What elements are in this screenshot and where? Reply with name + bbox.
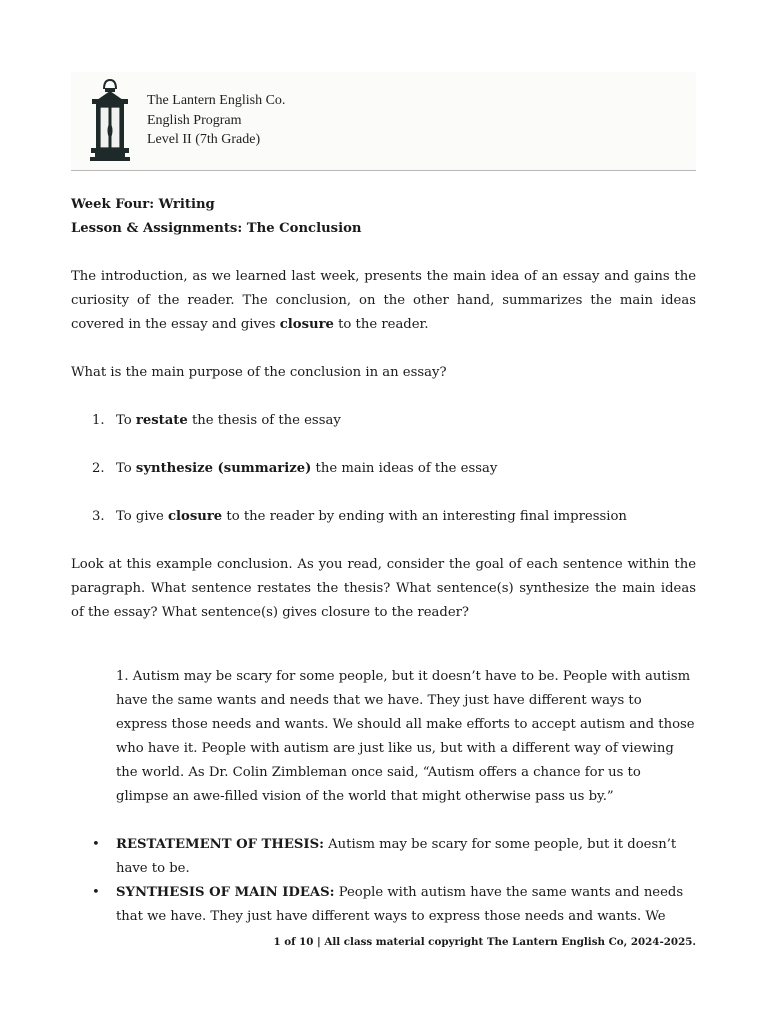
- intro-bold-term: closure: [279, 317, 334, 332]
- list-item: [71, 505, 696, 529]
- list-text: the thesis of the essay: [187, 413, 341, 428]
- document-body: [71, 193, 696, 929]
- list-item: [71, 881, 696, 929]
- list-number: 3.: [92, 509, 105, 524]
- bullet: •: [92, 837, 100, 852]
- letterhead: [71, 72, 696, 171]
- list-item: [71, 457, 696, 481]
- intro-paragraph: [71, 265, 696, 337]
- analysis-text: People with autism have the same wants and needs that we have. They just have different ways to express those needs and wants. We: [116, 885, 684, 924]
- list-bold-term: synthesize (summarize): [135, 461, 312, 476]
- program-name: English Program: [147, 112, 242, 128]
- intro-text: The introduction, as we learned last week, presents the main idea of an essay and gains the curiosity of the reader. The conclusion, on the other hand, summarizes the main ideas covered in the essay and gives: [71, 269, 696, 332]
- list-number: 1.: [92, 413, 105, 428]
- list-number: 2.: [92, 461, 105, 476]
- list-item: [71, 409, 696, 433]
- analysis-label: SYNTHESIS OF MAIN IDEAS:: [116, 885, 335, 900]
- instructions-paragraph: Look at this example conclusion. As you read, consider the goal of each sentence within the paragraph. What sentence restates the thesis? What sentence(s) synthesize the main ideas of the essay? What sentence(s) gives closure to the reader?: [71, 557, 696, 620]
- analysis-text: Autism may be scary for some people, but it doesn’t have to be.: [116, 837, 677, 876]
- list-text: To give: [116, 509, 169, 524]
- list-item: [71, 833, 696, 881]
- list-bold-term: closure: [168, 509, 223, 524]
- question-text: What is the main purpose of the conclusion in an essay?: [71, 365, 447, 380]
- analysis-label: RESTATEMENT OF THESIS:: [116, 837, 324, 852]
- example-conclusion: 1. Autism may be scary for some people, but it doesn’t have to be. People with autism have the same wants and needs that we have. They just have different ways to express those needs and wants. We should all make efforts to accept autism and those who have it. People with autism are just like us, but with a different way of viewing the world. As Dr. Colin Zimbleman once said, “Autism offers a chance for us to glimpse an awe-filled vision of the world that might otherwise pass us by.”: [116, 669, 695, 804]
- purpose-list: [71, 409, 696, 529]
- list-bold-term: restate: [135, 413, 188, 428]
- list-text: To: [116, 461, 136, 476]
- list-text: To: [116, 413, 136, 428]
- lesson-heading: Lesson & Assignments: The Conclusion: [71, 221, 362, 236]
- analysis-list: [71, 833, 696, 929]
- list-text: the main ideas of the essay: [311, 461, 498, 476]
- lantern-icon: [85, 78, 135, 162]
- list-text: to the reader by ending with an interesting final impression: [222, 509, 627, 524]
- grade-level: Level II (7th Grade): [147, 132, 261, 147]
- company-name: The Lantern English Co.: [147, 93, 286, 108]
- week-heading: Week Four: Writing: [71, 197, 215, 212]
- intro-text-end: to the reader.: [333, 317, 429, 332]
- page-footer: 1 of 10 | All class material copyright The Lantern English Co, 2024-2025.: [273, 936, 696, 948]
- bullet: •: [92, 885, 100, 900]
